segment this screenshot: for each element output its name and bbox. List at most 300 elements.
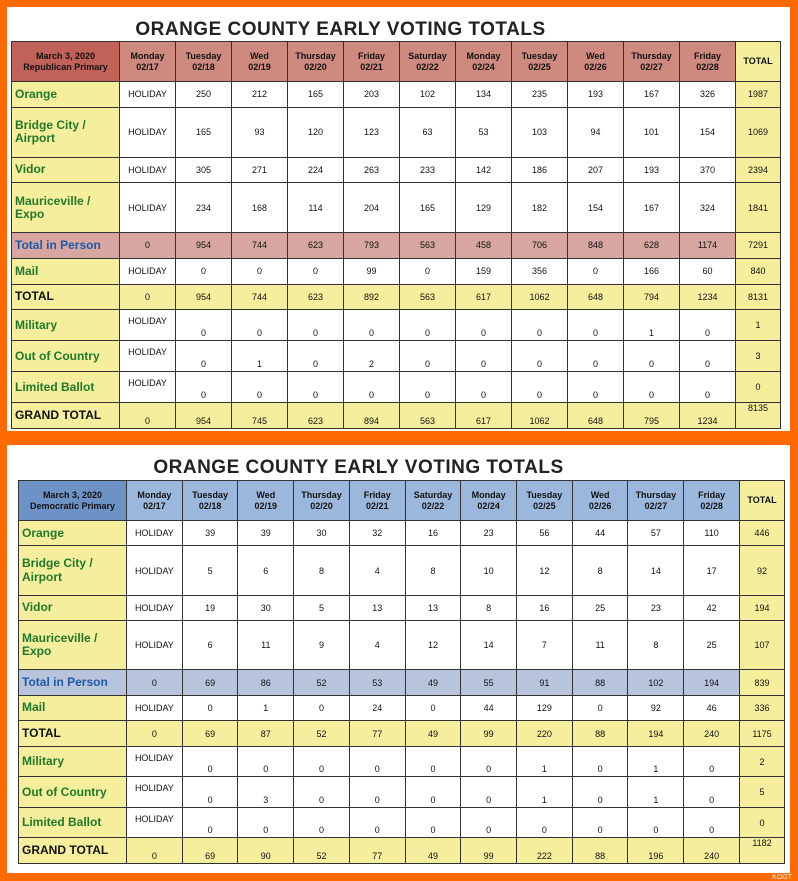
vote-cell: 0 bbox=[572, 746, 628, 777]
vote-cell: 563 bbox=[400, 403, 456, 429]
vote-cell: 110 bbox=[684, 521, 740, 546]
vote-cell: 0 bbox=[512, 310, 568, 341]
vote-cell: 25 bbox=[572, 595, 628, 620]
vote-cell: 154 bbox=[680, 107, 736, 157]
vote-cell: 194 bbox=[628, 721, 684, 746]
vote-cell: 0 bbox=[344, 372, 400, 403]
vote-cell: 240 bbox=[684, 838, 740, 864]
day-header bbox=[120, 42, 176, 82]
day-header bbox=[624, 42, 680, 82]
vote-cell: 0 bbox=[294, 695, 350, 720]
vote-cell: 44 bbox=[572, 521, 628, 546]
day-header bbox=[405, 481, 461, 521]
vote-cell: 848 bbox=[568, 233, 624, 259]
row-total: 446 bbox=[740, 521, 785, 546]
vote-cell: 99 bbox=[461, 721, 517, 746]
vote-cell: 220 bbox=[517, 721, 573, 746]
vote-cell: 23 bbox=[628, 595, 684, 620]
vote-cell: 0 bbox=[400, 310, 456, 341]
vote-cell: 1062 bbox=[512, 284, 568, 310]
vote-cell: 77 bbox=[349, 721, 405, 746]
vote-cell: 12 bbox=[405, 621, 461, 670]
vote-cell: 14 bbox=[461, 621, 517, 670]
vote-cell: 87 bbox=[238, 721, 294, 746]
vote-cell: 0 bbox=[568, 258, 624, 284]
row-label: GRAND TOTAL bbox=[12, 403, 120, 429]
vote-cell: 8 bbox=[572, 546, 628, 595]
vote-cell: HOLIDAY bbox=[120, 310, 176, 341]
vote-cell: 0 bbox=[127, 721, 183, 746]
vote-cell: 52 bbox=[294, 670, 350, 695]
vote-cell: 88 bbox=[572, 838, 628, 864]
vote-cell: 0 bbox=[568, 341, 624, 372]
vote-cell: 103 bbox=[512, 107, 568, 157]
day-date: 02/28 bbox=[700, 500, 723, 511]
vote-cell: 8 bbox=[628, 621, 684, 670]
vote-cell: 42 bbox=[684, 595, 740, 620]
day-name: Tuesday bbox=[185, 51, 222, 62]
row-label: Bridge City / Airport bbox=[19, 546, 127, 595]
day-name: Monday bbox=[130, 51, 165, 62]
vote-cell: 0 bbox=[400, 258, 456, 284]
vote-cell: 744 bbox=[232, 284, 288, 310]
vote-cell: 0 bbox=[288, 258, 344, 284]
row-label: Mail bbox=[12, 258, 120, 284]
vote-cell: 63 bbox=[400, 107, 456, 157]
vote-cell: 55 bbox=[461, 670, 517, 695]
vote-cell: 356 bbox=[512, 258, 568, 284]
table-row bbox=[19, 807, 785, 838]
day-name: Monday bbox=[137, 490, 172, 501]
day-name: Wed bbox=[586, 51, 605, 62]
vote-cell: 1174 bbox=[680, 233, 736, 259]
vote-cell: 271 bbox=[232, 157, 288, 183]
vote-cell: HOLIDAY bbox=[127, 777, 183, 808]
vote-cell: 0 bbox=[512, 372, 568, 403]
day-name: Wed bbox=[250, 51, 269, 62]
row-total: 7291 bbox=[736, 233, 781, 259]
day-date: 02/27 bbox=[640, 61, 663, 72]
primary-name: Republican Primary bbox=[23, 61, 108, 72]
row-total: 8135 bbox=[736, 403, 781, 429]
row-total: 2394 bbox=[736, 157, 781, 183]
row-total: 840 bbox=[736, 258, 781, 284]
vote-cell: 0 bbox=[120, 403, 176, 429]
day-date: 02/19 bbox=[248, 61, 271, 72]
vote-cell: 793 bbox=[344, 233, 400, 259]
vote-cell: 0 bbox=[624, 341, 680, 372]
vote-cell: 16 bbox=[405, 521, 461, 546]
day-date: 02/18 bbox=[192, 61, 215, 72]
vote-cell: 1 bbox=[232, 341, 288, 372]
day-date: 02/28 bbox=[696, 61, 719, 72]
vote-cell: 0 bbox=[288, 372, 344, 403]
day-date: 02/21 bbox=[360, 61, 383, 72]
vote-cell: 16 bbox=[517, 595, 573, 620]
vote-cell: 892 bbox=[344, 284, 400, 310]
table-row bbox=[19, 777, 785, 808]
day-date: 02/18 bbox=[198, 500, 222, 511]
vote-cell: 88 bbox=[572, 721, 628, 746]
vote-cell: 4 bbox=[349, 546, 405, 595]
vote-cell: HOLIDAY bbox=[120, 157, 176, 183]
vote-cell: 0 bbox=[294, 807, 350, 838]
vote-cell: 795 bbox=[624, 403, 680, 429]
vote-cell: 563 bbox=[400, 233, 456, 259]
vote-cell: 2 bbox=[344, 341, 400, 372]
vote-cell: 1 bbox=[628, 777, 684, 808]
vote-cell: 617 bbox=[456, 284, 512, 310]
vote-cell: 49 bbox=[405, 670, 461, 695]
vote-cell: 0 bbox=[182, 807, 238, 838]
vote-cell: 0 bbox=[684, 807, 740, 838]
day-name: Friday bbox=[363, 490, 391, 501]
table-row bbox=[12, 183, 781, 233]
row-label: Vidor bbox=[19, 595, 127, 620]
day-name: Thursday bbox=[301, 490, 342, 501]
vote-cell: 0 bbox=[461, 746, 517, 777]
vote-cell: HOLIDAY bbox=[120, 107, 176, 157]
table-row bbox=[12, 310, 781, 341]
day-header bbox=[294, 481, 350, 521]
primary-date: March 3, 2020 bbox=[35, 51, 96, 62]
vote-cell: 9 bbox=[294, 621, 350, 670]
vote-cell: 186 bbox=[512, 157, 568, 183]
vote-cell: 222 bbox=[517, 838, 573, 864]
vote-cell: 60 bbox=[680, 258, 736, 284]
vote-cell: 563 bbox=[400, 284, 456, 310]
day-header bbox=[628, 481, 684, 521]
vote-cell: 326 bbox=[680, 82, 736, 108]
vote-cell: 166 bbox=[624, 258, 680, 284]
vote-cell: 196 bbox=[628, 838, 684, 864]
vote-cell: 0 bbox=[680, 310, 736, 341]
vote-cell: 165 bbox=[400, 183, 456, 233]
democratic-table bbox=[18, 480, 785, 864]
vote-cell: 1 bbox=[517, 777, 573, 808]
vote-cell: 94 bbox=[568, 107, 624, 157]
table-row bbox=[19, 546, 785, 595]
day-date: 02/21 bbox=[365, 500, 389, 511]
vote-cell: 794 bbox=[624, 284, 680, 310]
vote-cell: 7 bbox=[517, 621, 573, 670]
vote-cell: 5 bbox=[294, 595, 350, 620]
republican-panel bbox=[7, 7, 790, 431]
vote-cell: 6 bbox=[238, 546, 294, 595]
row-label: Orange bbox=[12, 82, 120, 108]
row-total: 1987 bbox=[736, 82, 781, 108]
vote-cell: 142 bbox=[456, 157, 512, 183]
table-row bbox=[12, 341, 781, 372]
vote-cell: 56 bbox=[517, 521, 573, 546]
vote-cell: 123 bbox=[344, 107, 400, 157]
vote-cell: 57 bbox=[628, 521, 684, 546]
day-date: 02/20 bbox=[310, 500, 333, 511]
vote-cell: 24 bbox=[349, 695, 405, 720]
vote-cell: 0 bbox=[349, 777, 405, 808]
row-total: 2 bbox=[740, 746, 785, 777]
primary-date: March 3, 2020 bbox=[42, 490, 103, 501]
day-name: Tuesday bbox=[192, 490, 228, 501]
row-total: 1069 bbox=[736, 107, 781, 157]
vote-cell: 8 bbox=[405, 546, 461, 595]
day-date: 02/19 bbox=[254, 500, 278, 511]
vote-cell: 954 bbox=[176, 284, 232, 310]
vote-cell: 11 bbox=[572, 621, 628, 670]
row-label: Military bbox=[12, 310, 120, 341]
vote-cell: 0 bbox=[232, 372, 288, 403]
vote-cell: 0 bbox=[232, 258, 288, 284]
vote-cell: 0 bbox=[456, 372, 512, 403]
vote-cell: 46 bbox=[684, 695, 740, 720]
vote-cell: 1 bbox=[517, 746, 573, 777]
vote-cell: 0 bbox=[344, 310, 400, 341]
day-header bbox=[238, 481, 294, 521]
vote-cell: 0 bbox=[684, 746, 740, 777]
table-row bbox=[12, 82, 781, 108]
day-name: Saturday bbox=[413, 490, 453, 501]
vote-cell: HOLIDAY bbox=[127, 807, 183, 838]
vote-cell: 129 bbox=[456, 183, 512, 233]
vote-cell: 0 bbox=[405, 807, 461, 838]
day-header bbox=[344, 42, 400, 82]
vote-cell: 0 bbox=[405, 695, 461, 720]
day-name: Tuesday bbox=[521, 51, 558, 62]
vote-cell: 4 bbox=[349, 621, 405, 670]
vote-cell: 12 bbox=[517, 546, 573, 595]
vote-cell: 0 bbox=[288, 341, 344, 372]
vote-cell: 14 bbox=[628, 546, 684, 595]
vote-cell: 13 bbox=[405, 595, 461, 620]
table-row bbox=[19, 695, 785, 720]
day-header bbox=[349, 481, 405, 521]
watermark: KOGT bbox=[772, 874, 792, 881]
row-total: 1 bbox=[736, 310, 781, 341]
vote-cell: 623 bbox=[288, 233, 344, 259]
vote-cell: 224 bbox=[288, 157, 344, 183]
vote-cell: 203 bbox=[344, 82, 400, 108]
vote-cell: 0 bbox=[294, 777, 350, 808]
vote-cell: 88 bbox=[572, 670, 628, 695]
table-row bbox=[12, 372, 781, 403]
table-row bbox=[19, 670, 785, 695]
row-label: Out of Country bbox=[19, 777, 127, 808]
day-header bbox=[232, 42, 288, 82]
democratic-title: ORANGE COUNTY EARLY VOTING TOTALS bbox=[153, 457, 564, 478]
vote-cell: 263 bbox=[344, 157, 400, 183]
row-label: Limited Ballot bbox=[12, 372, 120, 403]
vote-cell: 69 bbox=[182, 838, 238, 864]
vote-cell: 159 bbox=[456, 258, 512, 284]
row-total: 1841 bbox=[736, 183, 781, 233]
row-total: 0 bbox=[740, 807, 785, 838]
vote-cell: 167 bbox=[624, 82, 680, 108]
vote-cell: HOLIDAY bbox=[120, 341, 176, 372]
vote-cell: 0 bbox=[349, 807, 405, 838]
vote-cell: 0 bbox=[572, 695, 628, 720]
vote-cell: 5 bbox=[182, 546, 238, 595]
vote-cell: 53 bbox=[349, 670, 405, 695]
vote-cell: 0 bbox=[461, 777, 517, 808]
day-header bbox=[288, 42, 344, 82]
vote-cell: 49 bbox=[405, 838, 461, 864]
row-total: 3 bbox=[736, 341, 781, 372]
vote-cell: 1234 bbox=[680, 403, 736, 429]
vote-cell: 39 bbox=[182, 521, 238, 546]
row-total: 92 bbox=[740, 546, 785, 595]
vote-cell: 30 bbox=[238, 595, 294, 620]
vote-cell: 0 bbox=[684, 777, 740, 808]
vote-cell: 120 bbox=[288, 107, 344, 157]
vote-cell: 1234 bbox=[680, 284, 736, 310]
row-label: TOTAL bbox=[19, 721, 127, 746]
day-header bbox=[684, 481, 740, 521]
vote-cell: 894 bbox=[344, 403, 400, 429]
table-row bbox=[12, 403, 781, 429]
day-name: Wed bbox=[256, 490, 276, 501]
vote-cell: 0 bbox=[405, 746, 461, 777]
primary-header bbox=[19, 481, 127, 521]
vote-cell: 1 bbox=[238, 695, 294, 720]
vote-cell: 458 bbox=[456, 233, 512, 259]
table-row bbox=[19, 621, 785, 670]
vote-cell: 250 bbox=[176, 82, 232, 108]
day-date: 02/26 bbox=[584, 61, 607, 72]
row-total: 194 bbox=[740, 595, 785, 620]
day-date: 02/25 bbox=[533, 500, 556, 511]
vote-cell: 745 bbox=[232, 403, 288, 429]
day-header bbox=[461, 481, 517, 521]
republican-table bbox=[11, 41, 781, 429]
vote-cell: 0 bbox=[238, 746, 294, 777]
vote-cell: 90 bbox=[238, 838, 294, 864]
vote-cell: 0 bbox=[405, 777, 461, 808]
day-header bbox=[127, 481, 183, 521]
row-label: Bridge City / Airport bbox=[12, 107, 120, 157]
row-label: Orange bbox=[19, 521, 127, 546]
vote-cell: 0 bbox=[572, 777, 628, 808]
row-label: Total in Person bbox=[19, 670, 127, 695]
table-row bbox=[12, 233, 781, 259]
vote-cell: HOLIDAY bbox=[127, 746, 183, 777]
day-header bbox=[182, 481, 238, 521]
total-header: TOTAL bbox=[740, 481, 785, 521]
vote-cell: 324 bbox=[680, 183, 736, 233]
vote-cell: 0 bbox=[400, 372, 456, 403]
democratic-panel bbox=[7, 445, 790, 873]
day-name: Thursday bbox=[631, 51, 672, 62]
vote-cell: 648 bbox=[568, 403, 624, 429]
vote-cell: 52 bbox=[294, 721, 350, 746]
vote-cell: 0 bbox=[182, 777, 238, 808]
vote-cell: 954 bbox=[176, 233, 232, 259]
vote-cell: 0 bbox=[176, 310, 232, 341]
vote-cell: 134 bbox=[456, 82, 512, 108]
day-date: 02/22 bbox=[416, 61, 439, 72]
vote-cell: 69 bbox=[182, 670, 238, 695]
vote-cell: 0 bbox=[349, 746, 405, 777]
row-total: 336 bbox=[740, 695, 785, 720]
vote-cell: 0 bbox=[238, 807, 294, 838]
vote-cell: 77 bbox=[349, 838, 405, 864]
table-row bbox=[19, 746, 785, 777]
day-name: Friday bbox=[693, 51, 721, 62]
vote-cell: 1 bbox=[628, 746, 684, 777]
day-date: 02/17 bbox=[136, 61, 159, 72]
vote-cell: 101 bbox=[624, 107, 680, 157]
vote-cell: HOLIDAY bbox=[127, 695, 183, 720]
vote-cell: 0 bbox=[568, 372, 624, 403]
vote-cell: 204 bbox=[344, 183, 400, 233]
row-total: 5 bbox=[740, 777, 785, 808]
row-label: Vidor bbox=[12, 157, 120, 183]
vote-cell: HOLIDAY bbox=[120, 258, 176, 284]
row-label: TOTAL bbox=[12, 284, 120, 310]
vote-cell: 165 bbox=[288, 82, 344, 108]
vote-cell: 0 bbox=[176, 258, 232, 284]
day-name: Tuesday bbox=[526, 490, 563, 501]
vote-cell: 212 bbox=[232, 82, 288, 108]
row-label: Military bbox=[19, 746, 127, 777]
vote-cell: 32 bbox=[349, 521, 405, 546]
vote-cell: 165 bbox=[176, 107, 232, 157]
table-row bbox=[19, 721, 785, 746]
vote-cell: 628 bbox=[624, 233, 680, 259]
vote-cell: 6 bbox=[182, 621, 238, 670]
vote-cell: 17 bbox=[684, 546, 740, 595]
vote-cell: 617 bbox=[456, 403, 512, 429]
table-row bbox=[12, 284, 781, 310]
vote-cell: 954 bbox=[176, 403, 232, 429]
day-header bbox=[512, 42, 568, 82]
day-header bbox=[568, 42, 624, 82]
vote-cell: 623 bbox=[288, 284, 344, 310]
vote-cell: 19 bbox=[182, 595, 238, 620]
vote-cell: 52 bbox=[294, 838, 350, 864]
vote-cell: 0 bbox=[127, 838, 183, 864]
vote-cell: 30 bbox=[294, 521, 350, 546]
vote-cell: 0 bbox=[456, 341, 512, 372]
vote-cell: HOLIDAY bbox=[127, 595, 183, 620]
day-date: 02/25 bbox=[528, 61, 551, 72]
vote-cell: 648 bbox=[568, 284, 624, 310]
vote-cell: 0 bbox=[568, 310, 624, 341]
vote-cell: 99 bbox=[344, 258, 400, 284]
vote-cell: 234 bbox=[176, 183, 232, 233]
vote-cell: 102 bbox=[400, 82, 456, 108]
primary-name: Democratic Primary bbox=[29, 500, 116, 511]
vote-cell: 235 bbox=[512, 82, 568, 108]
vote-cell: 0 bbox=[294, 746, 350, 777]
vote-cell: 193 bbox=[568, 82, 624, 108]
day-header bbox=[456, 42, 512, 82]
day-name: Wed bbox=[590, 490, 610, 501]
vote-cell: 0 bbox=[120, 233, 176, 259]
vote-cell: 0 bbox=[288, 310, 344, 341]
vote-cell: 0 bbox=[120, 284, 176, 310]
vote-cell: 0 bbox=[572, 807, 628, 838]
row-label: Mauriceville / Expo bbox=[12, 183, 120, 233]
table-row bbox=[12, 107, 781, 157]
vote-cell: 129 bbox=[517, 695, 573, 720]
vote-cell: 91 bbox=[517, 670, 573, 695]
table-row bbox=[19, 595, 785, 620]
vote-cell: 86 bbox=[238, 670, 294, 695]
vote-cell: 0 bbox=[456, 310, 512, 341]
vote-cell: 102 bbox=[628, 670, 684, 695]
vote-cell: 0 bbox=[176, 341, 232, 372]
day-header bbox=[400, 42, 456, 82]
